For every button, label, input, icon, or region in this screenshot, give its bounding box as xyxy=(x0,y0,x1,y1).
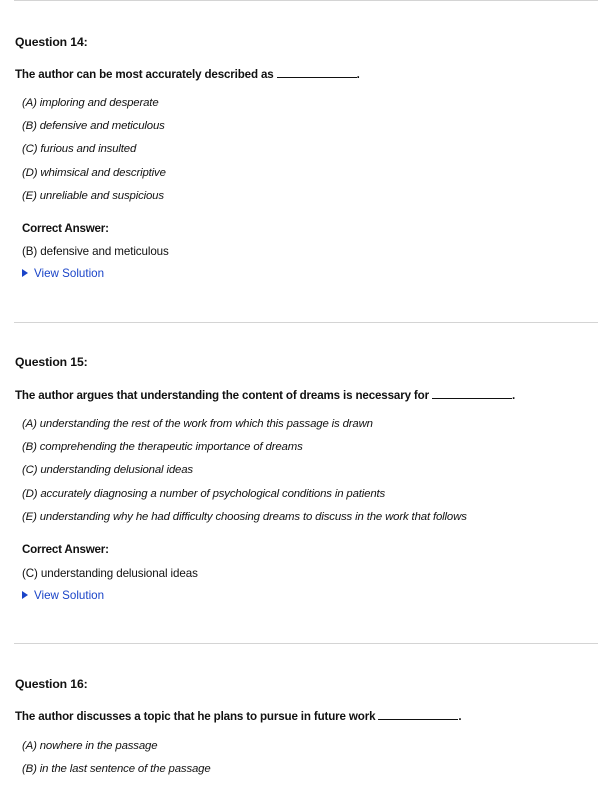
option-d[interactable]: (D) accurately diagnosing a number of psychological conditions in patients xyxy=(22,487,386,500)
section-divider xyxy=(14,322,598,323)
question-stem-text: The author discusses a topic that he plans to pursue in future work xyxy=(15,710,376,723)
triangle-right-icon xyxy=(22,269,28,277)
question-label: Question 15: xyxy=(15,355,88,369)
question-stem xyxy=(15,66,360,82)
option-e[interactable]: (E) understanding why he had difficulty choosing dreams to discuss in the work that follows xyxy=(22,510,467,523)
correct-answer-value: (B) defensive and meticulous xyxy=(22,245,169,258)
stem-period: . xyxy=(458,710,462,723)
option-b[interactable]: (B) defensive and meticulous xyxy=(22,120,165,133)
question-label: Question 14: xyxy=(15,35,88,49)
stem-period: . xyxy=(511,389,516,402)
option-a[interactable]: (A) nowhere in the passage xyxy=(22,740,158,752)
answer-blank xyxy=(378,708,458,720)
options-list xyxy=(22,739,211,785)
option-d[interactable]: (D) whimsical and descriptive xyxy=(22,166,166,179)
question-stem xyxy=(15,387,515,403)
view-solution-label: View Solution xyxy=(34,589,105,602)
options-list xyxy=(22,417,467,533)
option-c[interactable]: (C) furious and insulted xyxy=(22,143,137,156)
view-solution-toggle[interactable] xyxy=(22,267,104,281)
answer-blank xyxy=(277,66,357,78)
question-label: Question 16: xyxy=(15,677,88,691)
correct-answer-value: (C) understanding delusional ideas xyxy=(22,567,198,580)
question-stem-text: The author argues that understanding the content of dreams is necessary for xyxy=(15,389,429,402)
top-divider xyxy=(14,0,598,1)
correct-answer-label: Correct Answer: xyxy=(22,543,109,556)
question-stem xyxy=(15,708,461,724)
option-b[interactable]: (B) comprehending the therapeutic importance of dreams xyxy=(22,441,303,454)
triangle-right-icon xyxy=(22,591,28,599)
view-solution-toggle[interactable] xyxy=(22,589,104,603)
stem-period: . xyxy=(356,68,360,81)
section-divider xyxy=(14,643,598,644)
option-e[interactable]: (E) unreliable and suspicious xyxy=(22,189,164,202)
question-16 xyxy=(15,677,605,776)
correct-answer-label: Correct Answer: xyxy=(22,222,109,235)
option-c[interactable]: (C) understanding delusional ideas xyxy=(22,464,193,477)
option-b[interactable]: (B) in the last sentence of the passage xyxy=(22,763,211,776)
option-a[interactable]: (A) understanding the rest of the work from which this passage is drawn xyxy=(22,418,373,430)
options-list xyxy=(22,96,166,212)
answer-blank xyxy=(432,387,512,399)
question-15 xyxy=(15,355,605,602)
question-14 xyxy=(15,35,605,280)
view-solution-label: View Solution xyxy=(34,267,105,280)
option-a[interactable]: (A) imploring and desperate xyxy=(22,97,159,109)
question-stem-text: The author can be most accurately described as xyxy=(15,68,274,81)
